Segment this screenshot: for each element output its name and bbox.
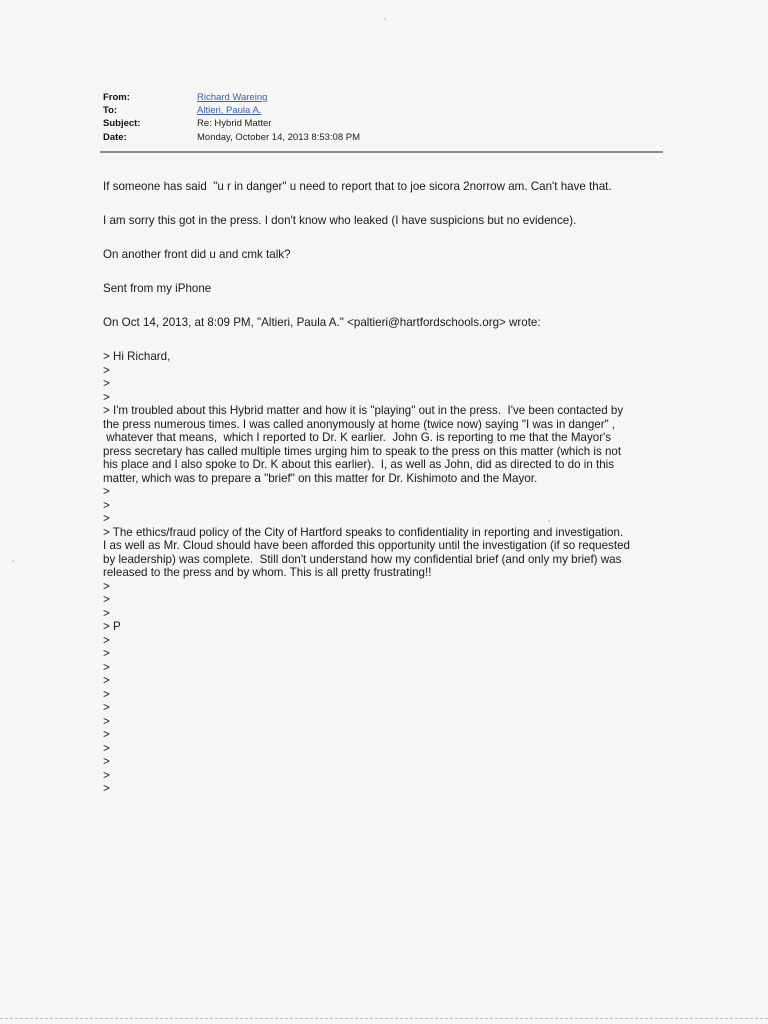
quoted-line: > <box>103 674 110 687</box>
quoted-line: released to the press and by whom. This is all pretty frustrating!! <box>103 566 432 579</box>
quoted-line: > <box>103 512 110 525</box>
from-label: From: <box>103 92 130 103</box>
to-row <box>103 105 663 117</box>
quoted-line: > P <box>103 620 121 633</box>
scan-speck <box>12 560 14 562</box>
quoted-line: the press numerous times. I was called anonymously at home (twice now) saying "I was in danger" , <box>103 417 616 431</box>
body-paragraph-3: On another front did u and cmk talk? <box>103 248 291 261</box>
quoted-line: his place and I also spoke to Dr. K about this earlier). I, as well as John, did as directed to do in this <box>103 458 615 471</box>
quoted-line: I as well as Mr. Cloud should have been afforded this opportunity until the investigation (if so requested <box>103 539 630 552</box>
scan-speck <box>548 520 550 522</box>
quoted-line: > <box>103 633 110 647</box>
to-label: To: <box>103 105 118 117</box>
quoted-line: > <box>103 701 110 714</box>
subject-label: Subject: <box>103 118 141 130</box>
quoted-line: > <box>103 647 110 660</box>
quoted-line: whatever that means, which I reported to Dr. K earlier. John G. is reporting to me that the Mayor's <box>103 431 612 444</box>
quoted-line: press secretary has called multiple times urging him to speak to the press on this matter (which is not <box>103 444 622 458</box>
quoted-line: by leadership) was complete. Still don't understand how my confidential brief (and only my brief) was <box>103 552 622 566</box>
to-recipient-link[interactable]: Altieri, Paula A. <box>197 105 262 117</box>
body-paragraph-2: I am sorry this got in the press. I don't know who leaked (I have suspicions but no evidence). <box>103 214 577 227</box>
subject-value: Re: Hybrid Matter <box>197 118 272 130</box>
quoted-line: > Hi Richard, <box>103 350 171 363</box>
quoted-line: > <box>103 363 110 377</box>
quoted-message <box>103 350 673 796</box>
header-divider <box>100 151 663 153</box>
quoted-line: > <box>103 485 110 498</box>
quoted-line: > <box>103 741 110 755</box>
quoted-line: > The ethics/fraud policy of the City of Hartford speaks to confidentiality in reporting and investigation. <box>103 525 624 539</box>
quoted-line: > <box>103 755 110 768</box>
email-body <box>103 180 673 796</box>
quoted-line: > <box>103 593 110 606</box>
quoted-line: > <box>103 728 110 741</box>
signature-line: Sent from my iPhone <box>103 282 212 295</box>
scan-edge-line <box>0 1018 768 1019</box>
date-row <box>103 132 663 144</box>
from-sender-link[interactable]: Richard Wareing <box>197 92 268 103</box>
date-value: Monday, October 14, 2013 8:53:08 PM <box>197 131 361 143</box>
quoted-line: > I'm troubled about this Hybrid matter and how it is "playing" out in the press. I've been contacted by <box>103 404 624 417</box>
quoted-line: > <box>103 606 110 620</box>
quoted-line: > <box>103 579 110 593</box>
body-paragraph-1: If someone has said "u r in danger" u need to report that to joe sicora 2norrow am. Can't have that. <box>103 180 612 193</box>
quoted-line: > <box>103 768 110 782</box>
quoted-line: matter, which was to prepare a "brief" on this matter for Dr. Kishimoto and the Mayor. <box>103 471 538 485</box>
quoted-line: > <box>103 782 110 795</box>
from-row <box>103 92 663 104</box>
quoted-line: > <box>103 390 110 404</box>
subject-row <box>103 118 663 130</box>
quoted-line: > <box>103 377 110 390</box>
scan-speck <box>384 18 386 20</box>
quoted-line: > <box>103 687 110 701</box>
quoted-line: > <box>103 714 110 728</box>
reply-attribution: On Oct 14, 2013, at 8:09 PM, "Altieri, Paula A." <paltieri@hartfordschools.org> wrote: <box>103 316 541 329</box>
email-header <box>103 92 663 145</box>
date-label: Date: <box>103 131 127 143</box>
quoted-line: > <box>103 498 110 512</box>
quoted-line: > <box>103 660 110 674</box>
